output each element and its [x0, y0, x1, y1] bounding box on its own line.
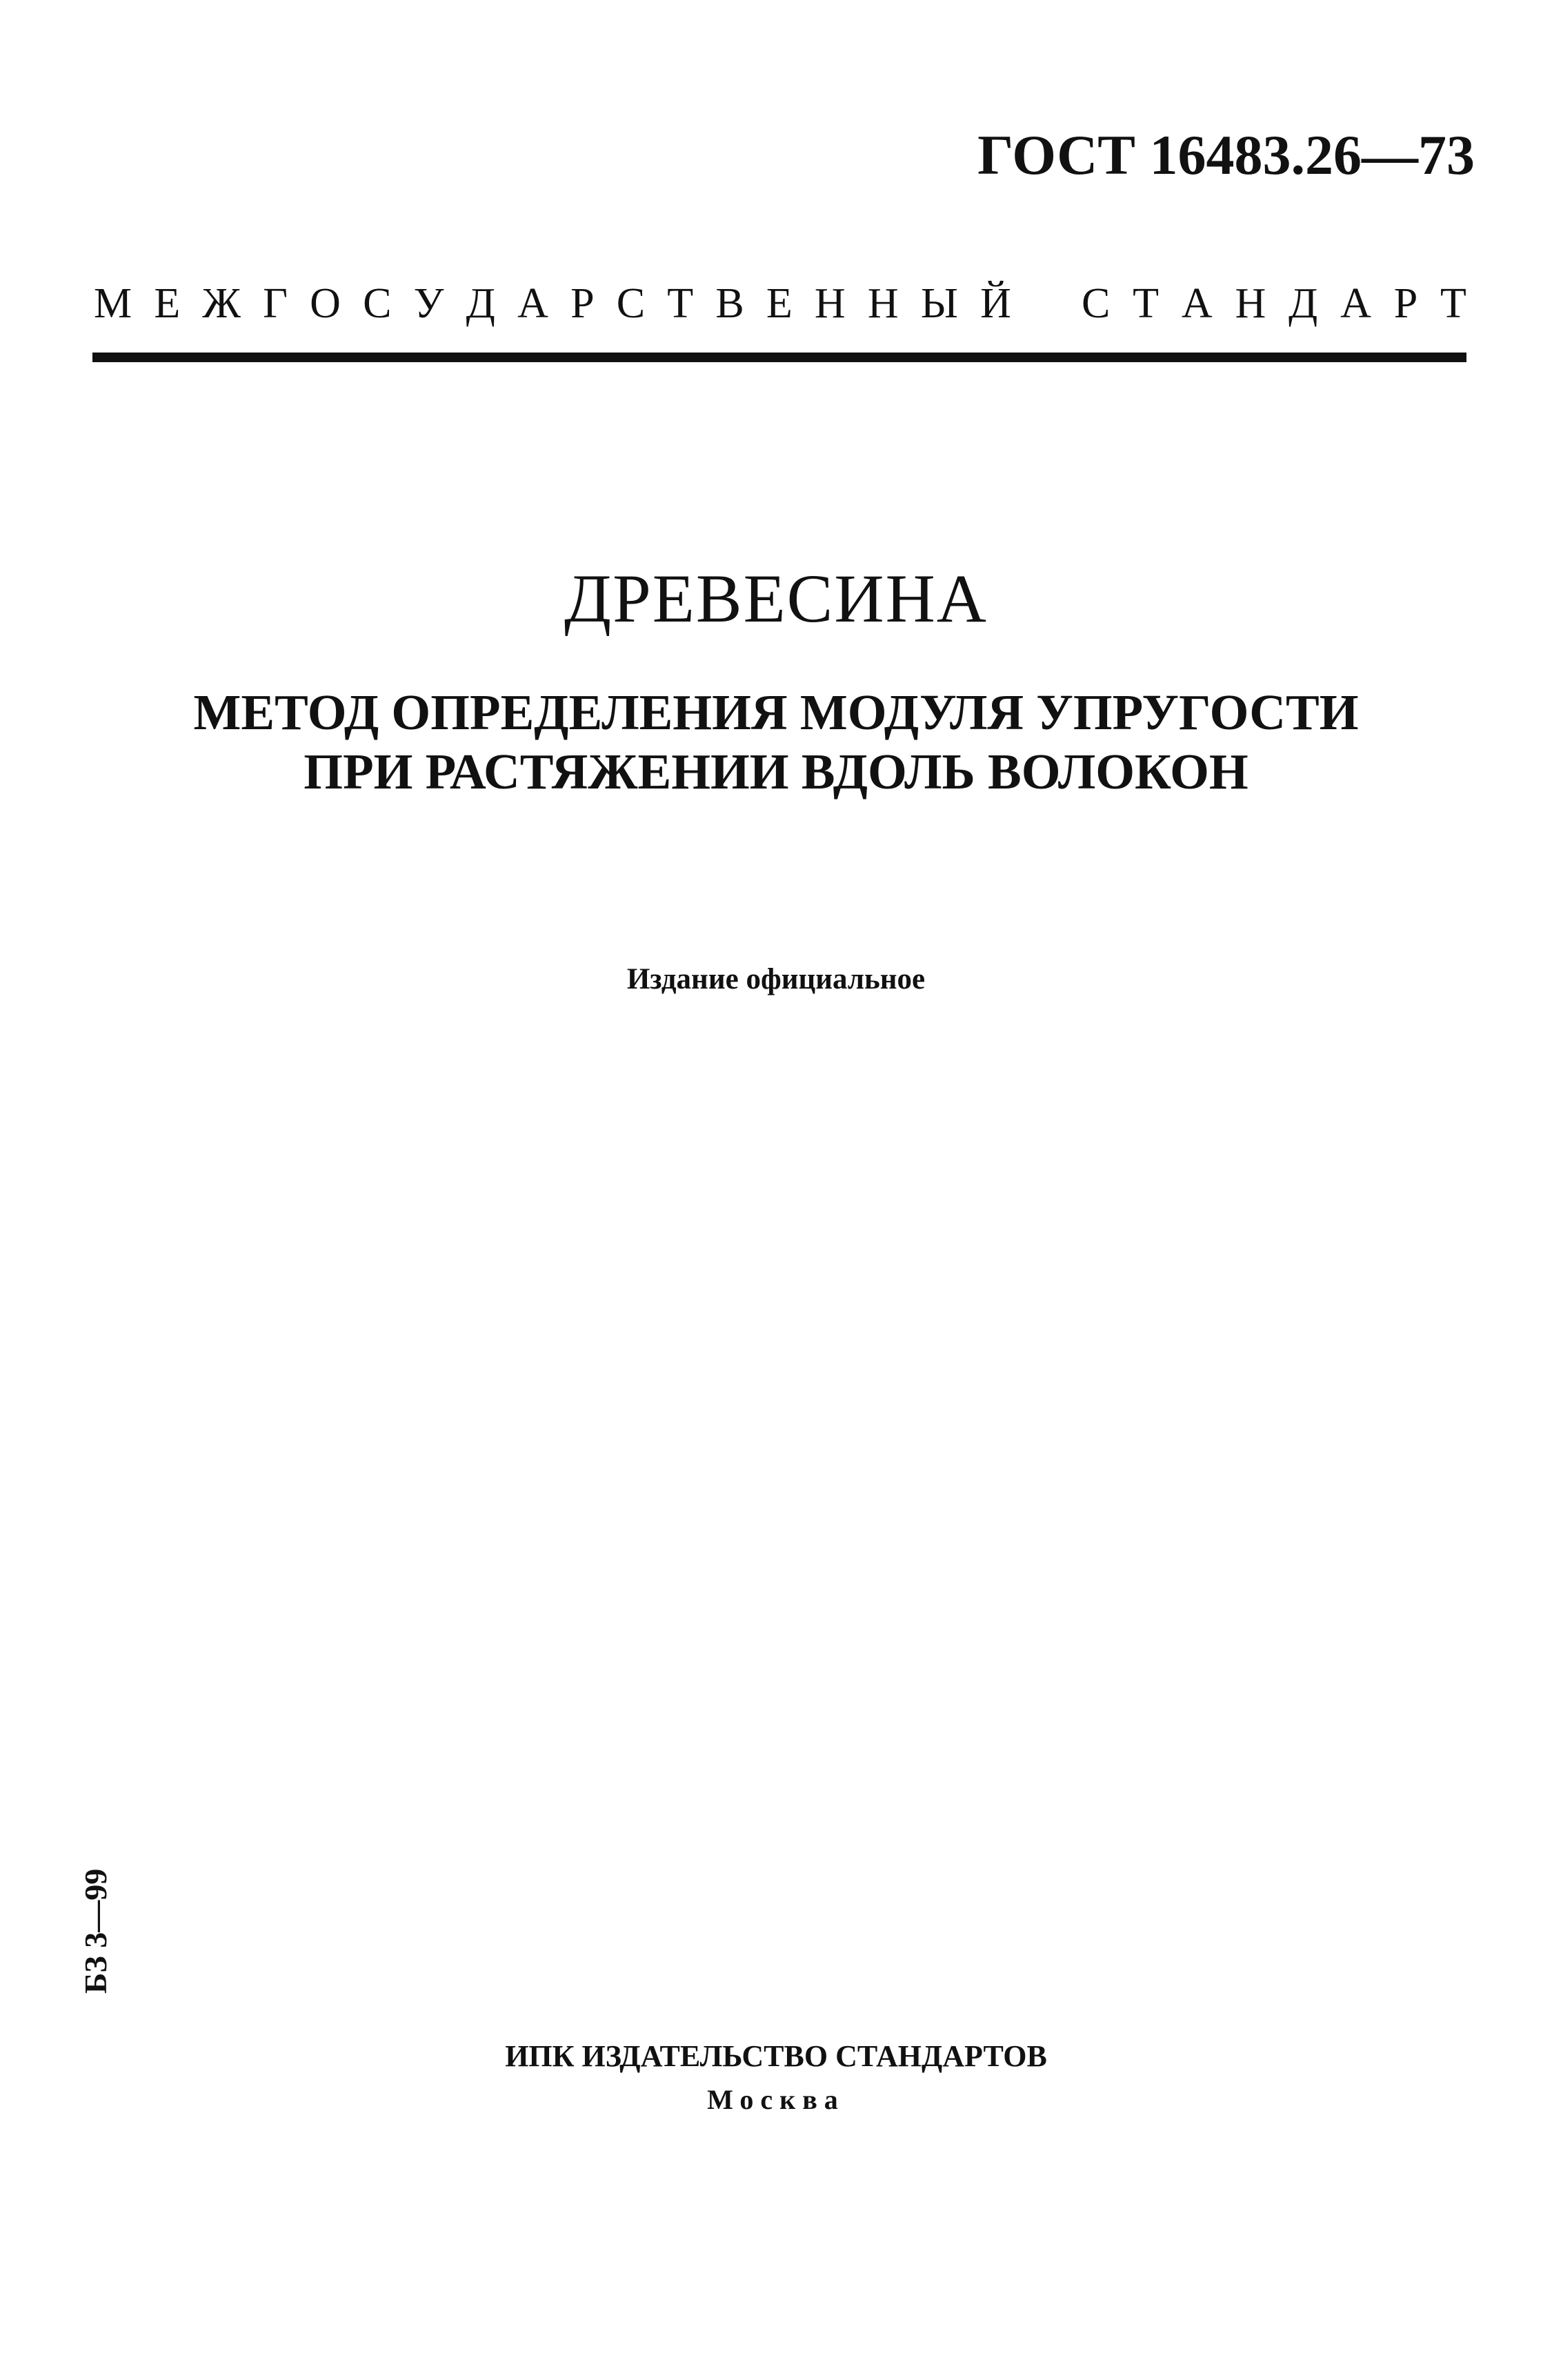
document-subtitle: [0, 683, 1552, 802]
document-title: ДРЕВЕСИНА: [564, 560, 988, 637]
letter: Т: [667, 280, 694, 327]
letter: Д: [1289, 280, 1318, 327]
letter: Т: [1440, 280, 1466, 327]
letter: А: [1181, 280, 1213, 327]
letter: Р: [570, 280, 595, 327]
header-divider: [92, 353, 1466, 362]
letter: Н: [814, 280, 846, 327]
letter: Е: [154, 280, 181, 327]
letter: Т: [1133, 280, 1160, 327]
letter: С: [1082, 280, 1111, 327]
letter: Д: [466, 280, 495, 327]
letter: О: [310, 280, 341, 327]
letter: У: [413, 280, 444, 327]
subtitle-line-2: ПРИ РАСТЯЖЕНИИ ВДОЛЬ ВОЛОКОН: [304, 744, 1248, 800]
letter: М: [94, 280, 132, 327]
letter: Ы: [920, 280, 958, 327]
edition-label: Издание официальное: [626, 963, 926, 995]
publisher-city: Москва: [707, 2084, 845, 2115]
letter: С: [363, 280, 392, 327]
letter: Й: [980, 280, 1011, 327]
standard-type-heading: [94, 279, 1466, 328]
letter: Е: [766, 280, 793, 327]
letter: Н: [1235, 280, 1266, 327]
publisher-name: ИПК ИЗДАТЕЛЬСТВО СТАНДАРТОВ: [505, 2039, 1047, 2073]
letter: С: [616, 280, 646, 327]
letter: Ж: [202, 280, 241, 327]
document-number: ГОСТ 16483.26—73: [977, 123, 1475, 186]
standard-type-word-standard: [1082, 279, 1466, 328]
letter: А: [517, 280, 548, 327]
letter: В: [715, 280, 744, 327]
standard-type-word-interstate: [94, 279, 1011, 328]
letter: А: [1340, 280, 1371, 327]
letter: Н: [867, 280, 899, 327]
letter: Г: [263, 280, 288, 327]
subtitle-line-1: МЕТОД ОПРЕДЕЛЕНИЯ МОДУЛЯ УПРУГОСТИ: [193, 684, 1359, 740]
side-code: БЗ 3—99: [78, 1868, 113, 1994]
letter: Р: [1393, 280, 1418, 327]
